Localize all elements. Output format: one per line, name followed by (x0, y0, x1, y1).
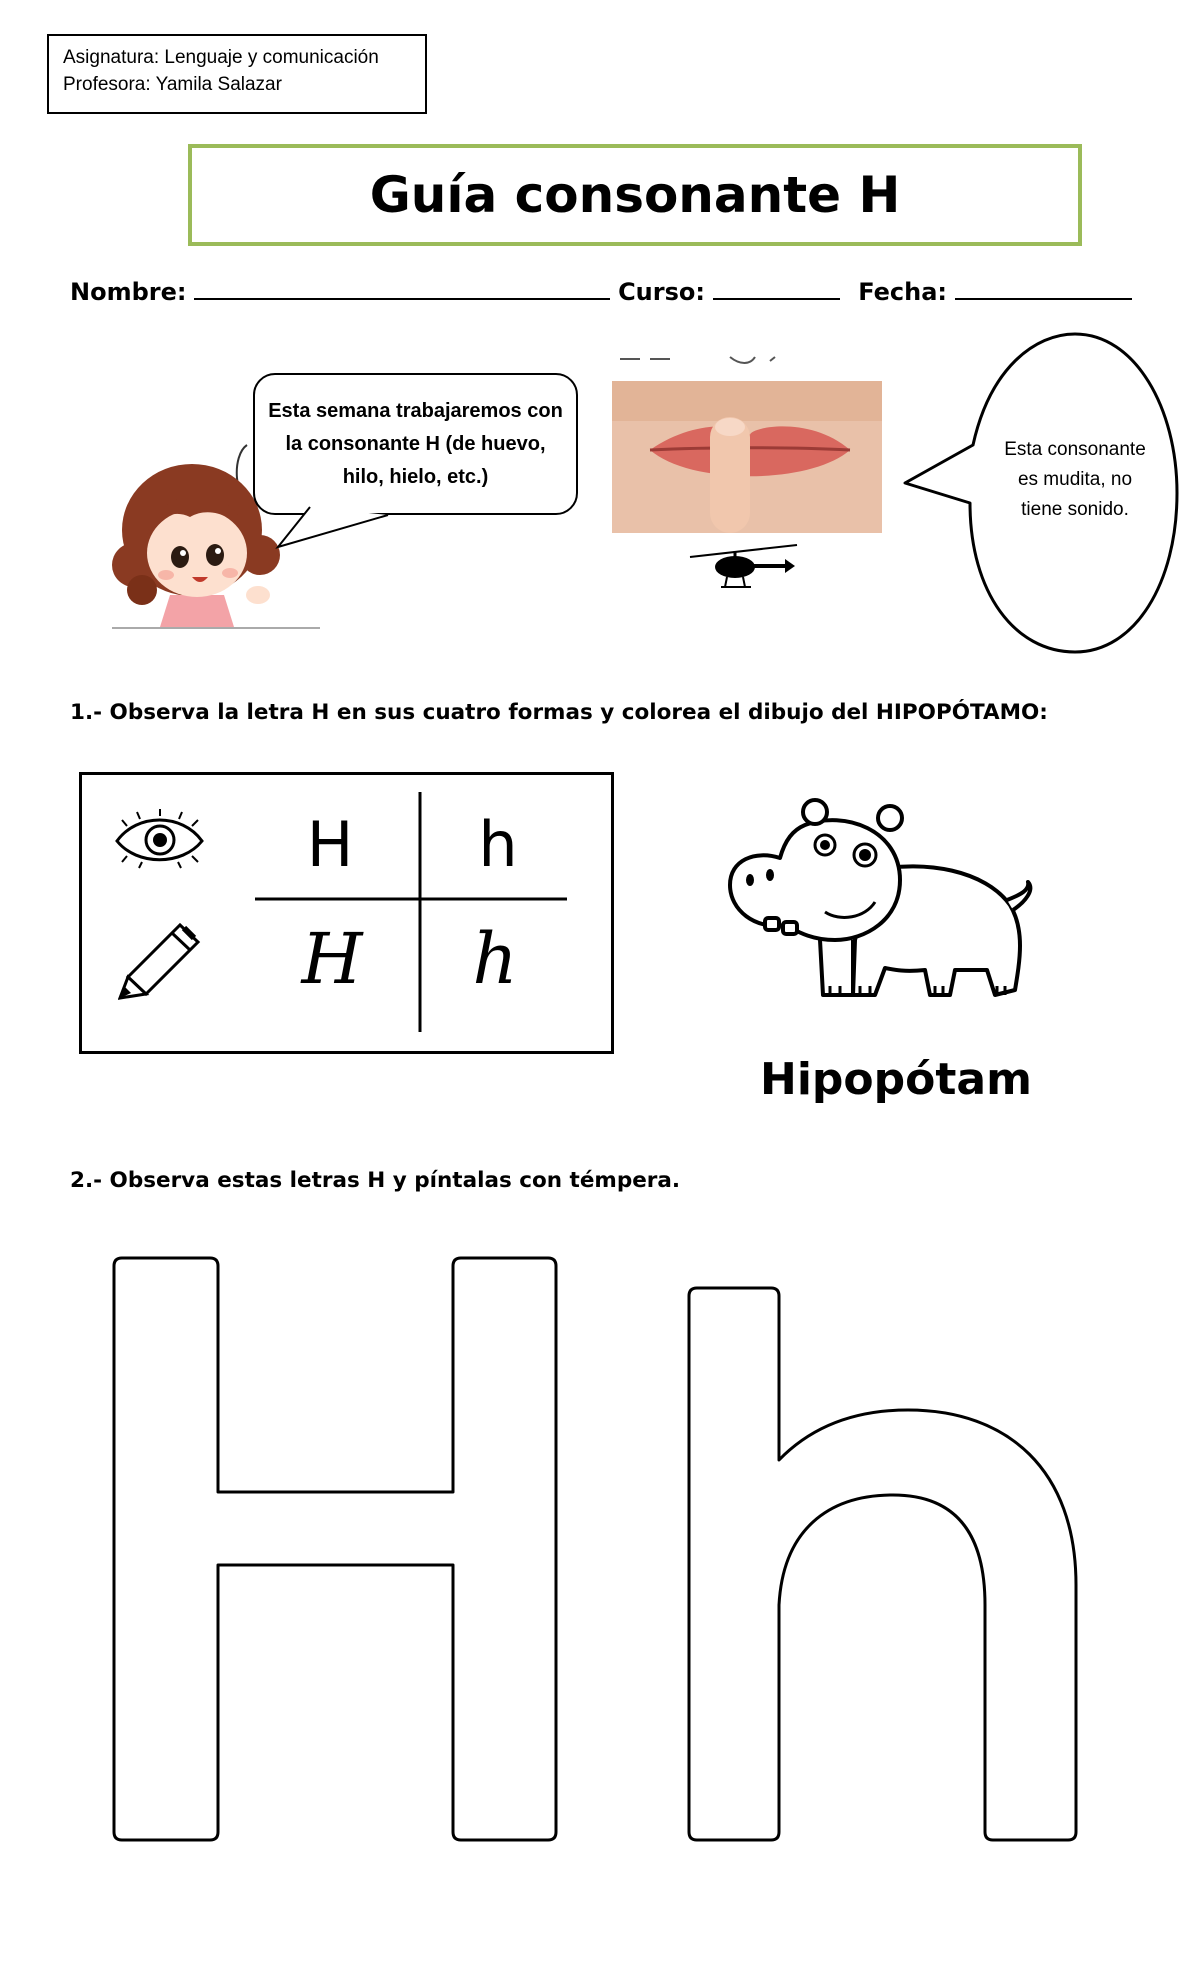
helicopter-icon (685, 537, 810, 597)
course-label: Curso: (618, 278, 705, 306)
cursive-lower-h: h (472, 918, 518, 1000)
bubble-text: Esta consonante es mudita, no tiene sonido. (1004, 439, 1146, 520)
page-title: Guía consonante H (369, 166, 901, 224)
print-upper-h: H (306, 808, 354, 881)
activity2-instruction: 2.- Observa estas letras H y píntalas con témpera. (70, 1168, 681, 1193)
hippo-label: Hipopótam (760, 1054, 1032, 1105)
girl-speech-bubble (253, 373, 578, 515)
name-blank[interactable] (194, 278, 610, 300)
date-label: Fecha: (858, 278, 948, 306)
name-label: Nombre: (70, 278, 187, 306)
silence-gesture-image (610, 355, 885, 535)
cursive-upper-h: H (301, 918, 363, 1000)
girl-speech-text: Esta semana trabajaremos con la consonante H (de huevo, hilo, hielo, etc.) (268, 399, 563, 488)
date-blank[interactable] (955, 278, 1132, 300)
pencil-icon (118, 920, 203, 1000)
print-lower-h: h (478, 808, 518, 881)
eye-icon (112, 808, 207, 873)
student-fields (70, 278, 1140, 312)
header-box (47, 34, 427, 114)
subject-line: Asignatura: Lenguaje y comunicación (63, 47, 379, 68)
outline-letter-uppercase-h[interactable] (108, 1255, 563, 1845)
outline-letter-lowercase-h[interactable] (683, 1285, 1088, 1845)
teacher-line: Profesora: Yamila Salazar (63, 74, 282, 95)
speech-tail (270, 505, 400, 565)
course-blank[interactable] (713, 278, 840, 300)
hippo-illustration (725, 790, 1045, 1020)
page-title-box (188, 144, 1082, 246)
activity1-instruction: 1.- Observa la letra H en sus cuatro formas y colorea el dibujo del HIPOPÓTAMO: (70, 700, 1048, 725)
